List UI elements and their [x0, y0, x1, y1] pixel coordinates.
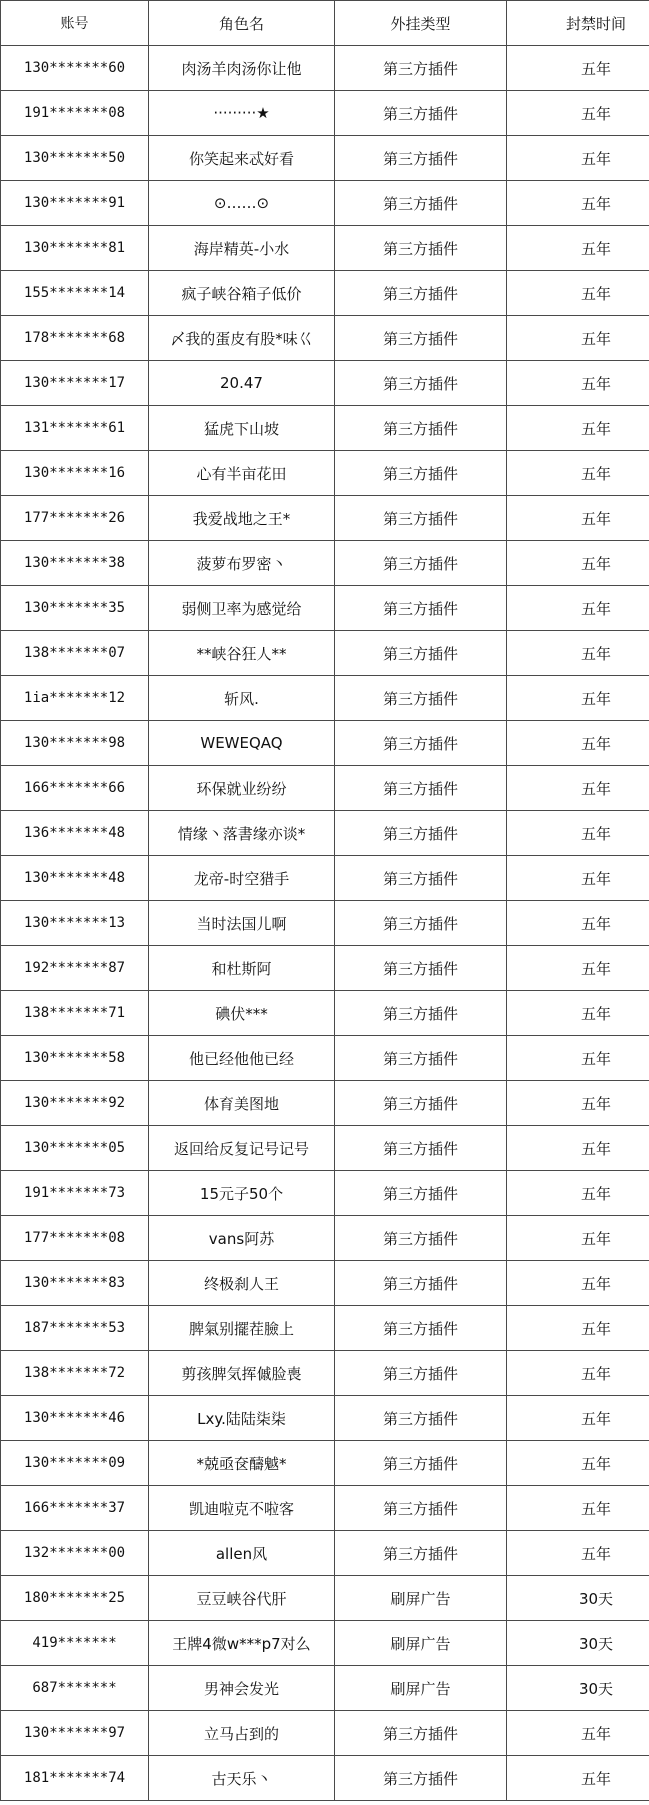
cell-role-name: 碘伏*** — [149, 991, 335, 1036]
cell-ban-duration: 五年 — [507, 856, 649, 901]
cell-role-name: vans阿苏 — [149, 1216, 335, 1261]
cell-account: 687******* — [1, 1666, 149, 1711]
table-row — [1, 1441, 649, 1486]
cell-role-name: 剪孩脾気挥傶脸喪 — [149, 1351, 335, 1396]
cell-account: 130*******09 — [1, 1441, 149, 1486]
cell-ban-duration: 五年 — [507, 1441, 649, 1486]
table-row — [1, 91, 649, 136]
cell-role-name: 体育美图地 — [149, 1081, 335, 1126]
cell-cheat-type: 第三方插件 — [335, 361, 507, 406]
cell-role-name: Lxy.陆陆柒柒 — [149, 1396, 335, 1441]
header-ban-duration: 封禁时间 — [507, 1, 649, 46]
cell-account: 130*******92 — [1, 1081, 149, 1126]
header-role-name: 角色名 — [149, 1, 335, 46]
cell-ban-duration: 五年 — [507, 316, 649, 361]
cell-role-name: 环保就业纷纷 — [149, 766, 335, 811]
table-row — [1, 226, 649, 271]
cell-cheat-type: 第三方插件 — [335, 406, 507, 451]
cell-ban-duration: 30天 — [507, 1666, 649, 1711]
cell-cheat-type: 第三方插件 — [335, 1126, 507, 1171]
cell-role-name: 疯子峡谷箱子低价 — [149, 271, 335, 316]
cell-account: 130*******13 — [1, 901, 149, 946]
cell-ban-duration: 五年 — [507, 1036, 649, 1081]
table-row — [1, 1216, 649, 1261]
cell-role-name: 情缘丶落書缘亦谈* — [149, 811, 335, 856]
cell-account: 130*******17 — [1, 361, 149, 406]
cell-role-name: *兢亟奁醻魆* — [149, 1441, 335, 1486]
cell-ban-duration: 30天 — [507, 1576, 649, 1621]
cell-account: 187*******53 — [1, 1306, 149, 1351]
table-row — [1, 271, 649, 316]
cell-ban-duration: 五年 — [507, 1126, 649, 1171]
cell-cheat-type: 第三方插件 — [335, 91, 507, 136]
cell-cheat-type: 刷屏广告 — [335, 1576, 507, 1621]
cell-ban-duration: 五年 — [507, 1756, 649, 1801]
cell-role-name: 心有半亩花田 — [149, 451, 335, 496]
cell-account: 130*******35 — [1, 586, 149, 631]
cell-account: 191*******08 — [1, 91, 149, 136]
cell-cheat-type: 第三方插件 — [335, 316, 507, 361]
cell-ban-duration: 五年 — [507, 811, 649, 856]
cell-ban-duration: 五年 — [507, 586, 649, 631]
table-row — [1, 586, 649, 631]
table-row — [1, 46, 649, 91]
cell-cheat-type: 第三方插件 — [335, 631, 507, 676]
table-row — [1, 1126, 649, 1171]
cell-account: 180*******25 — [1, 1576, 149, 1621]
cell-role-name: 肉汤羊肉汤你让他 — [149, 46, 335, 91]
cell-cheat-type: 第三方插件 — [335, 676, 507, 721]
table-row — [1, 1351, 649, 1396]
cell-ban-duration: 五年 — [507, 46, 649, 91]
table-row — [1, 766, 649, 811]
cell-cheat-type: 第三方插件 — [335, 451, 507, 496]
table-row — [1, 1396, 649, 1441]
cell-ban-duration: 五年 — [507, 541, 649, 586]
cell-account: 130*******50 — [1, 136, 149, 181]
cell-account: 155*******14 — [1, 271, 149, 316]
cell-role-name: 他已经他他已经 — [149, 1036, 335, 1081]
cell-account: 130*******58 — [1, 1036, 149, 1081]
cell-cheat-type: 第三方插件 — [335, 496, 507, 541]
cell-role-name: 凯迪啦克不啦客 — [149, 1486, 335, 1531]
cell-ban-duration: 五年 — [507, 361, 649, 406]
table-row — [1, 1036, 649, 1081]
cell-role-name: 脾氣别擺茬臉上 — [149, 1306, 335, 1351]
cell-account: 130*******60 — [1, 46, 149, 91]
header-cheat-type: 外挂类型 — [335, 1, 507, 46]
table-row — [1, 1756, 649, 1801]
cell-role-name: 〆我的蛋皮有股*味巜 — [149, 316, 335, 361]
cell-role-name: 弱侧卫率为感觉给 — [149, 586, 335, 631]
cell-cheat-type: 刷屏广告 — [335, 1666, 507, 1711]
cell-account: 177*******26 — [1, 496, 149, 541]
table-row — [1, 136, 649, 181]
table-row — [1, 901, 649, 946]
cell-account: 130*******16 — [1, 451, 149, 496]
cell-role-name: 我爱战地之王* — [149, 496, 335, 541]
cell-cheat-type: 第三方插件 — [335, 1171, 507, 1216]
table-row — [1, 1081, 649, 1126]
cell-account: 130*******81 — [1, 226, 149, 271]
cell-ban-duration: 五年 — [507, 1711, 649, 1756]
cell-account: 130*******91 — [1, 181, 149, 226]
cell-ban-duration: 五年 — [507, 226, 649, 271]
cell-account: 136*******48 — [1, 811, 149, 856]
cell-cheat-type: 第三方插件 — [335, 1351, 507, 1396]
cell-ban-duration: 五年 — [507, 1306, 649, 1351]
cell-role-name: 立马占到的 — [149, 1711, 335, 1756]
cell-cheat-type: 第三方插件 — [335, 946, 507, 991]
cell-account: 1ia*******12 — [1, 676, 149, 721]
cell-ban-duration: 五年 — [507, 676, 649, 721]
cell-ban-duration: 五年 — [507, 631, 649, 676]
cell-account: 181*******74 — [1, 1756, 149, 1801]
cell-role-name: 男神会发光 — [149, 1666, 335, 1711]
cell-ban-duration: 五年 — [507, 451, 649, 496]
cell-role-name: 古天乐丶 — [149, 1756, 335, 1801]
cell-ban-duration: 五年 — [507, 181, 649, 226]
cell-cheat-type: 第三方插件 — [335, 1756, 507, 1801]
cell-role-name: 龙帝-时空猎手 — [149, 856, 335, 901]
table-row — [1, 406, 649, 451]
cell-account: 166*******37 — [1, 1486, 149, 1531]
cell-cheat-type: 第三方插件 — [335, 856, 507, 901]
cell-role-name: 15元子50个 — [149, 1171, 335, 1216]
table-row — [1, 811, 649, 856]
cell-role-name: ⊙……⊙ — [149, 181, 335, 226]
cell-cheat-type: 第三方插件 — [335, 1306, 507, 1351]
table-row — [1, 316, 649, 361]
table-row — [1, 631, 649, 676]
table-row — [1, 1171, 649, 1216]
cell-role-name: 菠萝布罗密丶 — [149, 541, 335, 586]
cell-role-name: 和杜斯阿 — [149, 946, 335, 991]
cell-ban-duration: 五年 — [507, 1216, 649, 1261]
table-row — [1, 946, 649, 991]
table-row — [1, 1666, 649, 1711]
cell-account: 177*******08 — [1, 1216, 149, 1261]
cell-role-name: 猛虎下山坡 — [149, 406, 335, 451]
cell-role-name: 海岸精英-小水 — [149, 226, 335, 271]
table-row — [1, 856, 649, 901]
cell-cheat-type: 第三方插件 — [335, 1261, 507, 1306]
header-row — [1, 1, 649, 46]
table-row — [1, 991, 649, 1036]
cell-role-name: 斩风. — [149, 676, 335, 721]
cell-ban-duration: 五年 — [507, 946, 649, 991]
cell-account: 130*******83 — [1, 1261, 149, 1306]
cell-ban-duration: 五年 — [507, 1351, 649, 1396]
cell-ban-duration: 五年 — [507, 1261, 649, 1306]
cell-role-name: 终极刹人王 — [149, 1261, 335, 1306]
table-header — [1, 1, 649, 46]
cell-account: 130*******98 — [1, 721, 149, 766]
cell-account: 130*******38 — [1, 541, 149, 586]
cell-cheat-type: 第三方插件 — [335, 226, 507, 271]
cell-cheat-type: 第三方插件 — [335, 901, 507, 946]
table-row — [1, 181, 649, 226]
cell-ban-duration: 五年 — [507, 91, 649, 136]
cell-account: 191*******73 — [1, 1171, 149, 1216]
cell-role-name: **峡谷狂人** — [149, 631, 335, 676]
cell-account: 132*******00 — [1, 1531, 149, 1576]
cell-role-name: ·········★ — [149, 91, 335, 136]
cell-role-name: 豆豆峡谷代肝 — [149, 1576, 335, 1621]
cell-cheat-type: 第三方插件 — [335, 46, 507, 91]
table-row — [1, 1531, 649, 1576]
table-row — [1, 496, 649, 541]
table-body — [1, 46, 649, 1801]
cell-account: 138*******07 — [1, 631, 149, 676]
cell-role-name: allen风 — [149, 1531, 335, 1576]
cell-ban-duration: 五年 — [507, 271, 649, 316]
cell-role-name: 当时法国儿啊 — [149, 901, 335, 946]
table-row — [1, 451, 649, 496]
cell-ban-duration: 五年 — [507, 1531, 649, 1576]
table-row — [1, 1261, 649, 1306]
cell-ban-duration: 五年 — [507, 496, 649, 541]
cell-cheat-type: 第三方插件 — [335, 1711, 507, 1756]
cell-cheat-type: 第三方插件 — [335, 1441, 507, 1486]
cell-ban-duration: 五年 — [507, 991, 649, 1036]
cell-account: 419******* — [1, 1621, 149, 1666]
cell-account: 130*******05 — [1, 1126, 149, 1171]
cell-cheat-type: 第三方插件 — [335, 1396, 507, 1441]
cell-account: 192*******87 — [1, 946, 149, 991]
cell-role-name: WEWEQAQ — [149, 721, 335, 766]
table-row — [1, 676, 649, 721]
cell-account: 130*******46 — [1, 1396, 149, 1441]
cell-cheat-type: 第三方插件 — [335, 541, 507, 586]
cell-cheat-type: 第三方插件 — [335, 136, 507, 181]
cell-role-name: 返回给反复记号记号 — [149, 1126, 335, 1171]
cell-ban-duration: 五年 — [507, 1171, 649, 1216]
cell-cheat-type: 第三方插件 — [335, 1531, 507, 1576]
cell-cheat-type: 刷屏广告 — [335, 1621, 507, 1666]
cell-cheat-type: 第三方插件 — [335, 271, 507, 316]
cell-cheat-type: 第三方插件 — [335, 1081, 507, 1126]
cell-cheat-type: 第三方插件 — [335, 1486, 507, 1531]
cell-cheat-type: 第三方插件 — [335, 586, 507, 631]
table-row — [1, 721, 649, 766]
cell-account: 178*******68 — [1, 316, 149, 361]
cell-cheat-type: 第三方插件 — [335, 181, 507, 226]
cell-cheat-type: 第三方插件 — [335, 991, 507, 1036]
cell-ban-duration: 五年 — [507, 1081, 649, 1126]
table-row — [1, 1621, 649, 1666]
cell-account: 138*******71 — [1, 991, 149, 1036]
cell-cheat-type: 第三方插件 — [335, 766, 507, 811]
cell-ban-duration: 五年 — [507, 721, 649, 766]
cell-role-name: 你笑起来忒好看 — [149, 136, 335, 181]
cell-account: 166*******66 — [1, 766, 149, 811]
cell-account: 131*******61 — [1, 406, 149, 451]
cell-account: 130*******48 — [1, 856, 149, 901]
cell-ban-duration: 五年 — [507, 1396, 649, 1441]
cell-account: 138*******72 — [1, 1351, 149, 1396]
cell-cheat-type: 第三方插件 — [335, 1216, 507, 1261]
cell-role-name: 20.47 — [149, 361, 335, 406]
cell-ban-duration: 五年 — [507, 1486, 649, 1531]
table-row — [1, 1486, 649, 1531]
cell-cheat-type: 第三方插件 — [335, 721, 507, 766]
cell-ban-duration: 五年 — [507, 136, 649, 181]
table-row — [1, 541, 649, 586]
cell-cheat-type: 第三方插件 — [335, 1036, 507, 1081]
cell-ban-duration: 五年 — [507, 901, 649, 946]
cell-ban-duration: 30天 — [507, 1621, 649, 1666]
cell-role-name: 王牌4微w***p7对么 — [149, 1621, 335, 1666]
header-account: 账号 — [1, 1, 149, 46]
table-row — [1, 1576, 649, 1621]
cell-account: 130*******97 — [1, 1711, 149, 1756]
table-row — [1, 1711, 649, 1756]
cell-cheat-type: 第三方插件 — [335, 811, 507, 856]
table-row — [1, 361, 649, 406]
cell-ban-duration: 五年 — [507, 766, 649, 811]
cell-ban-duration: 五年 — [507, 406, 649, 451]
table-row — [1, 1306, 649, 1351]
